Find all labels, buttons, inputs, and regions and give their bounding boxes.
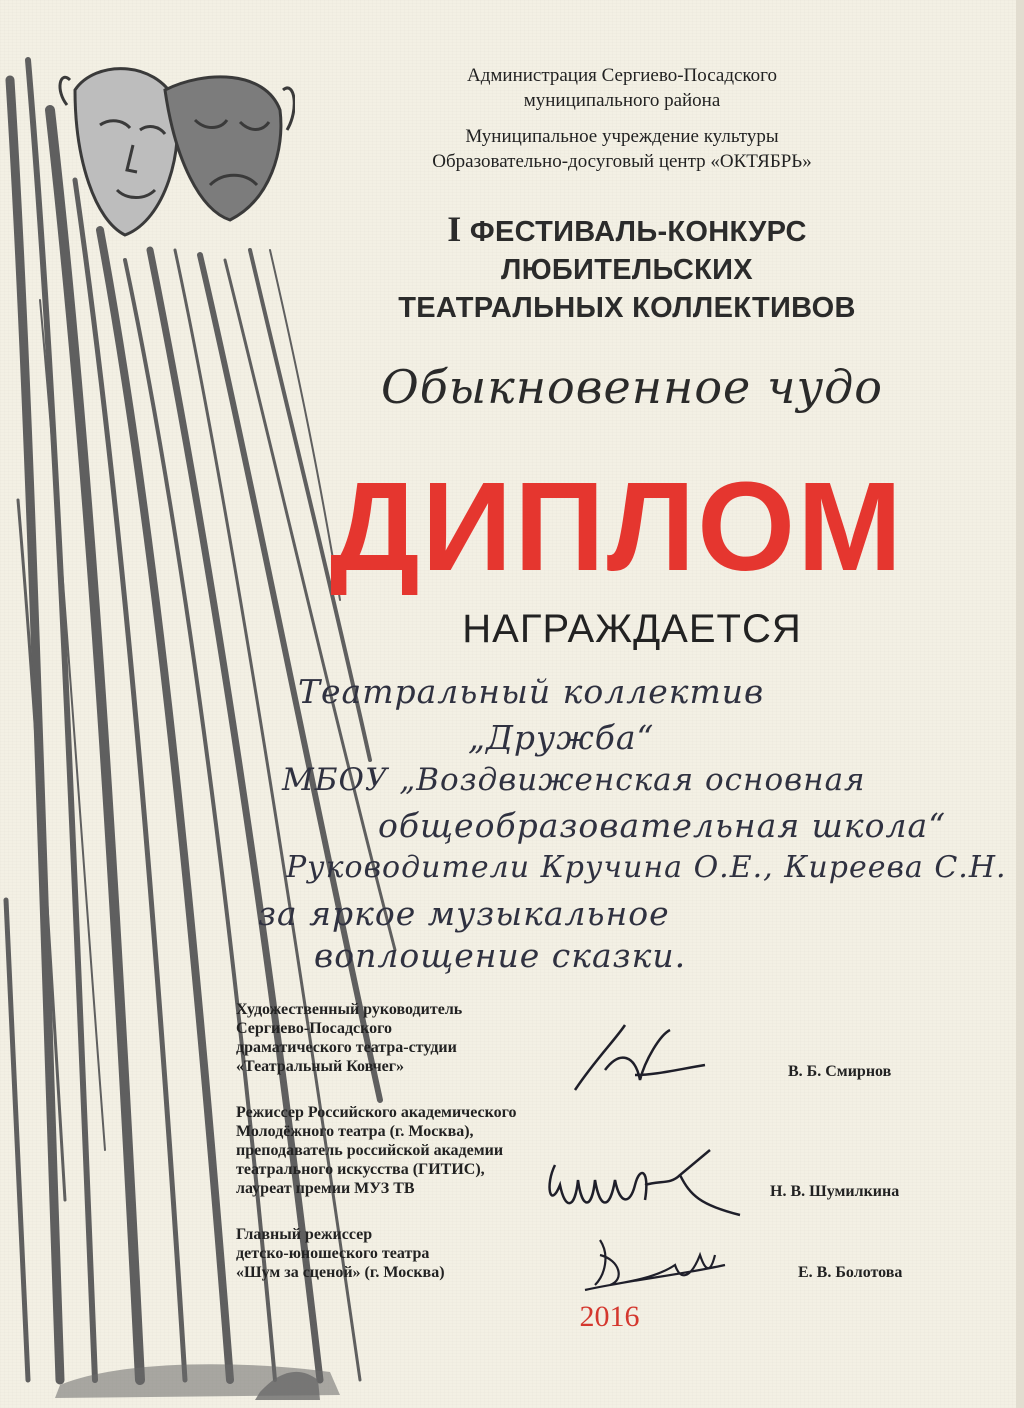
signatory-2-name: Н. В. Шумилкина (770, 1183, 900, 1200)
festival-line-2: ЛЮБИТЕЛЬСКИХ (501, 254, 753, 286)
signatory-2-role (236, 1103, 516, 1198)
signatory-2-role-line-5: лауреат премии МУЗ ТВ (236, 1180, 415, 1197)
signatory-2-role-line-4: театрального искусства (ГИТИС), (236, 1161, 485, 1178)
signatory-1-role (236, 1000, 462, 1076)
recipient-line-5: Руководители Кручина О.Е., Киреева С.Н. (286, 850, 1007, 885)
signatory-1-role-line-2: Сергиево-Посадского (236, 1020, 393, 1037)
signatory-3-role (236, 1225, 445, 1282)
signatory-3-role-line-3: «Шум за сценой» (г. Москва) (236, 1264, 445, 1281)
signatory-1-name: В. Б. Смирнов (788, 1063, 892, 1080)
festival-line-1-text: ФЕСТИВАЛЬ-КОНКУРС (469, 216, 807, 248)
signatory-1-role-line-1: Художественный руководитель (236, 1001, 463, 1018)
signatory-3-role-line-1: Главный режиссер (236, 1226, 373, 1243)
year: 2016 (579, 1300, 640, 1333)
festival-title (230, 210, 1024, 327)
signatory-3-role-line-2: детско-юношеского театра (236, 1245, 430, 1262)
awarded-heading: НАГРАЖДАЕТСЯ (462, 607, 802, 651)
administration-header (220, 63, 1024, 113)
recipient-line-3: МБОУ „Воздвиженская основная (282, 762, 866, 798)
signatory-1-role-line-4: «Театральный Ковчег» (236, 1058, 405, 1075)
recipient-line-2: „Дружба“ (468, 718, 655, 757)
recipient-line-4: общеобразовательная школа“ (378, 806, 947, 845)
admin-line-1: Администрация Сергиево-Посадского (466, 65, 778, 86)
institution-line-1: Муниципальное учреждение культуры (465, 126, 779, 147)
institution-header (220, 124, 1024, 174)
signature-3 (580, 1235, 730, 1295)
signatory-2-role-line-3: преподаватель российской академии (236, 1142, 504, 1159)
festival-line-3: ТЕАТРАЛЬНЫХ КОЛЛЕКТИВОВ (398, 292, 856, 324)
festival-line-1 (230, 210, 1024, 251)
recipient-line-6: за яркое музыкальное (258, 894, 670, 933)
signature-2 (540, 1145, 750, 1225)
admin-line-2: муниципального района (523, 90, 721, 111)
signatory-2-role-line-1: Режиссер Российского академического (236, 1104, 517, 1121)
signatory-3-name: Е. В. Болотова (798, 1264, 903, 1281)
recipient-line-7: воплощение сказки. (314, 936, 687, 975)
signatory-2-role-line-2: Молодёжного театра (г. Москва), (236, 1123, 474, 1140)
festival-name: Обыкновенное чудо (381, 360, 883, 414)
festival-roman-numeral: I (447, 209, 462, 249)
signature-1 (565, 1020, 715, 1100)
diploma-title: ДИПЛОМ (329, 456, 905, 597)
institution-line-2: Образовательно-досуговый центр «ОКТЯБРЬ» (432, 151, 812, 172)
signatory-1-role-line-3: драматического театра-студии (236, 1039, 457, 1056)
recipient-line-1: Театральный коллектив (298, 672, 765, 711)
